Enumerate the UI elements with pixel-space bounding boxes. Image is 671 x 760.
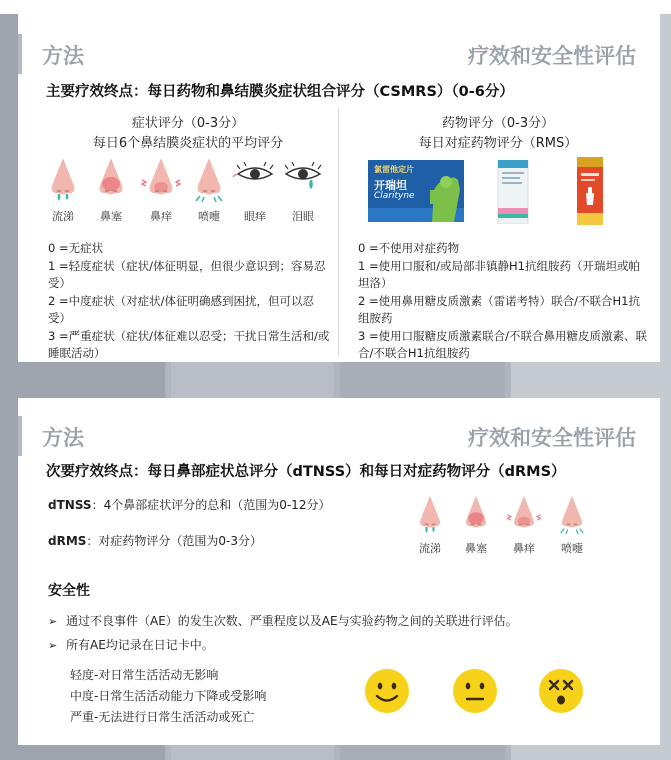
medication-scale-item: 3 =使用口服糖皮质激素联合/不联合鼻用糖皮质激素、联合/不联合H1抗组胺药 — [358, 328, 647, 360]
symptom-label: 鼻塞 — [100, 210, 122, 223]
smile-face-icon — [364, 668, 410, 714]
symptom-scale-item: 3 =严重症状（症状/体征难以忍受；干扰日常生活和/或睡眠活动） — [48, 328, 330, 360]
severity-severe: 严重-无法进行日常生活活动或死亡 — [70, 710, 255, 724]
symptom-label: 流涕 — [52, 210, 74, 223]
arrow-bullet-icon: ➢ — [48, 615, 58, 628]
drug-brand-cn: 开瑞坦 — [374, 179, 407, 192]
severity-mild: 轻度-对日常生活活动无影响 — [70, 668, 219, 682]
slide-primary-endpoint — [18, 14, 660, 362]
drug-brand-en: Clarityne — [374, 191, 415, 201]
primary-endpoint-heading: 主要疗效终点：每日药物和鼻结膜炎症状组合评分（CSMRS）（0-6分） — [46, 84, 514, 100]
section-title: 方法 — [42, 426, 84, 450]
symptom-label: 鼻痒 — [150, 210, 172, 223]
symptom-scale-item: 1 =轻度症状（症状/体征明显，但很少意识到；容易忍受） — [48, 258, 326, 290]
dtnss-definition — [48, 496, 330, 513]
nose-icon — [88, 156, 134, 202]
eye-icon — [280, 156, 326, 202]
drug-image-clarityne — [368, 160, 464, 222]
medication-scale-item: 2 =使用鼻用糖皮质激素（雷诺考特）联合/不联合H1抗组胺药 — [358, 293, 640, 325]
symptom-label: 鼻塞 — [465, 542, 487, 555]
nose-icon — [410, 492, 450, 536]
medication-score-subtitle: 每日对症药物评分（RMS） — [418, 136, 578, 151]
symptom-label: 喷嚏 — [198, 210, 220, 223]
symptom-runny-nose — [410, 492, 450, 556]
symptom-itchy-eyes — [232, 156, 278, 224]
section-tag: 疗效和安全性评估 — [468, 44, 636, 68]
medication-score-title: 药物评分（0-3分） — [441, 116, 555, 131]
symptom-icon-row — [40, 156, 330, 234]
symptom-itchy-nose — [138, 156, 184, 224]
safety-bullet-text: 通过不良事件（AE）的发生次数、严重程度以及AE与实验药物之间的关联进行评估。 — [66, 614, 518, 628]
drug-name-cn: 氯雷他定片 — [374, 165, 414, 174]
symptom-itchy-nose — [504, 492, 544, 556]
nose-icon — [504, 492, 544, 536]
symptom-nasal-congestion — [88, 156, 134, 224]
symptom-label: 鼻痒 — [513, 542, 535, 555]
medication-scale-item: 1 =使用口服和/或局部非镇静H1抗组胺药（开瑞坦或帕坦洛） — [358, 258, 640, 290]
eye-icon — [232, 156, 278, 202]
dtnss-term: dTNSS — [48, 498, 92, 512]
symptom-sneezing — [552, 492, 592, 556]
symptom-scale-item: 0 =无症状 — [48, 241, 104, 255]
safety-bullet — [48, 612, 518, 629]
drms-desc: ：对症药物评分（范围为0-3分） — [86, 534, 263, 548]
nose-icon — [138, 156, 184, 202]
nose-icon — [552, 492, 592, 536]
symptom-label: 泪眼 — [292, 210, 314, 223]
symptom-sneezing — [186, 156, 232, 224]
section-tag: 疗效和安全性评估 — [468, 426, 636, 450]
column-divider — [338, 108, 339, 356]
dtnss-desc: ：4个鼻部症状评分的总和（范围为0-12分） — [91, 498, 331, 512]
medication-scale-item: 0 =不使用对症药物 — [358, 241, 460, 255]
title-accent-bar — [18, 416, 22, 456]
section-title: 方法 — [42, 44, 84, 68]
drms-term: dRMS — [48, 534, 87, 548]
symptom-label: 喷嚏 — [561, 542, 583, 555]
drug-image-nasal-spray — [573, 157, 607, 225]
title-accent-bar — [18, 34, 22, 74]
neutral-face-icon — [452, 668, 498, 714]
severity-moderate: 中度-日常生活活动能力下降或受影响 — [70, 689, 267, 703]
symptom-score-title: 症状评分（0-3分） — [131, 116, 245, 131]
arrow-bullet-icon: ➢ — [48, 639, 58, 652]
symptom-scale-item: 2 =中度症状（对症状/体征明确感到困扰，但可以忍受） — [48, 293, 314, 325]
symptom-watery-eyes — [280, 156, 326, 224]
symptom-label: 流涕 — [419, 542, 441, 555]
safety-heading: 安全性 — [48, 583, 90, 599]
symptom-nasal-congestion — [456, 492, 496, 556]
symptom-label: 眼痒 — [244, 210, 266, 223]
symptom-score-subtitle: 每日6个鼻结膜炎症状的平均评分 — [92, 136, 284, 151]
nose-icon — [40, 156, 86, 202]
drug-image-eye-drops — [496, 160, 530, 224]
slide-secondary-endpoint — [18, 398, 660, 745]
dizzy-face-icon — [538, 668, 584, 714]
medication-scale-list — [358, 240, 648, 363]
nose-icon — [186, 156, 232, 202]
nasal-symptom-icon-row — [410, 492, 600, 562]
symptom-runny-nose — [40, 156, 86, 224]
nose-icon — [456, 492, 496, 536]
symptom-scale-list — [48, 240, 330, 363]
safety-bullet — [48, 636, 214, 653]
safety-bullet-text: 所有AE均记录在日记卡中。 — [66, 638, 214, 652]
secondary-endpoint-heading: 次要疗效终点：每日鼻部症状总评分（dTNSS）和每日对症药物评分（dRMS） — [46, 464, 566, 480]
drms-definition — [48, 532, 262, 549]
